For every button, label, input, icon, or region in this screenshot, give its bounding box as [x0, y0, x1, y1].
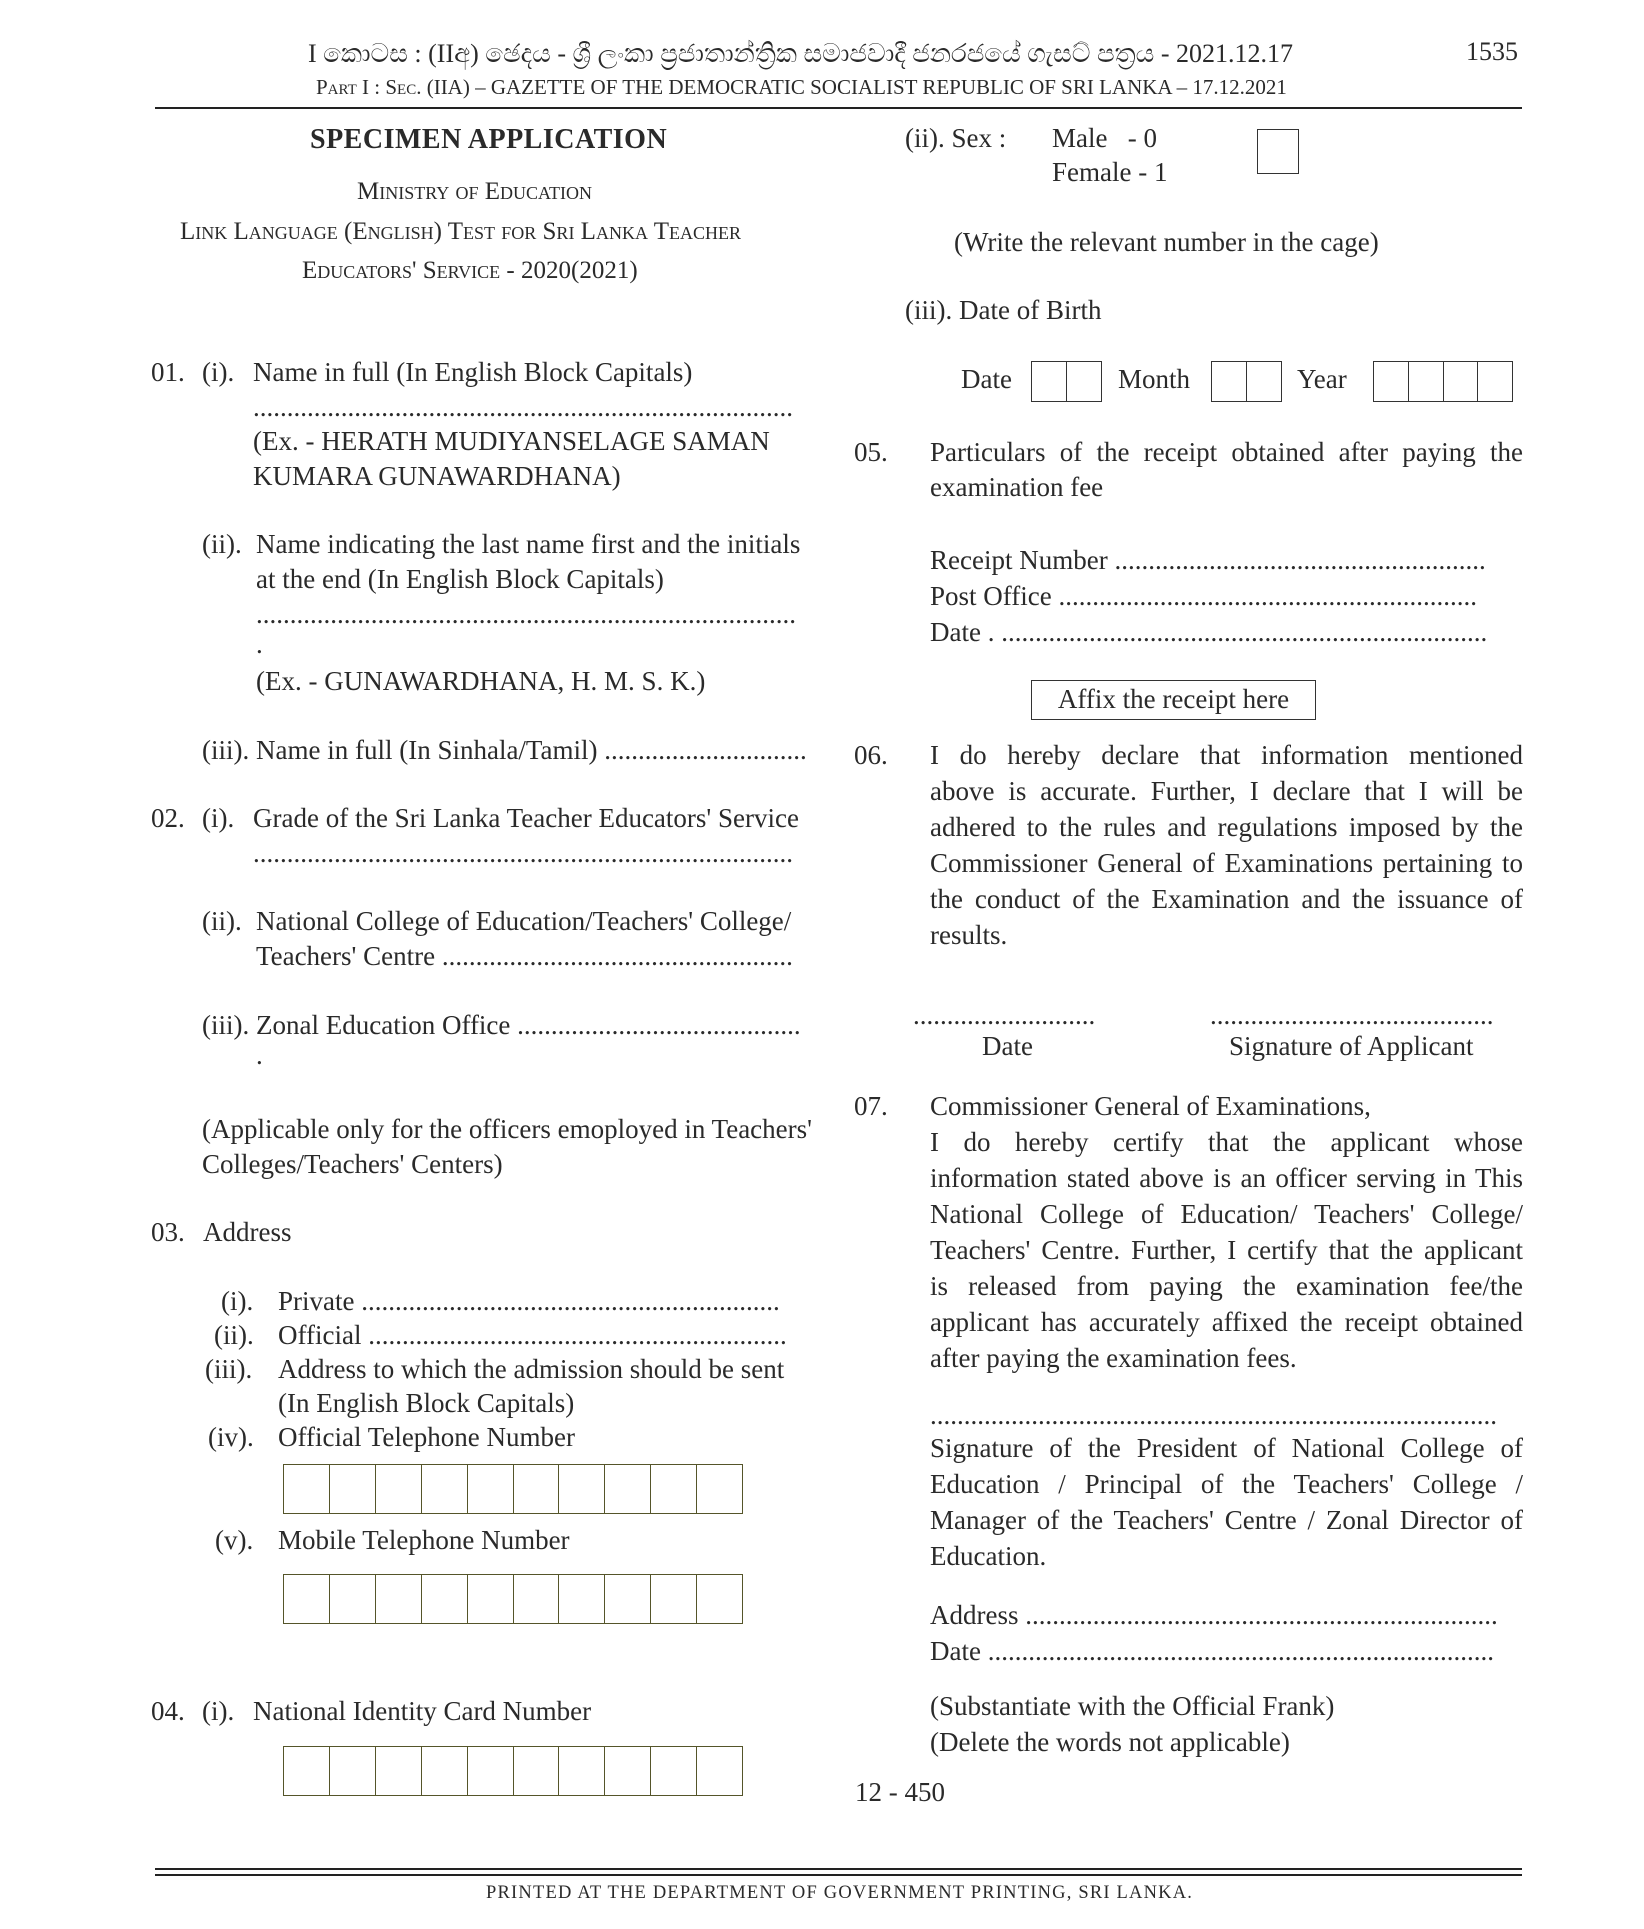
header-rule [155, 107, 1522, 109]
q07-signature-last: Education. [930, 1541, 1047, 1571]
q03-number: 03. [151, 1217, 185, 1247]
q01-number: 01. [151, 357, 185, 387]
q02-note-line2: Colleges/Teachers' Centers) [202, 1149, 503, 1179]
q07-frank-note: (Substantiate with the Official Frank) [930, 1691, 1335, 1721]
digit-cell[interactable] [284, 1465, 330, 1513]
digit-cell[interactable] [1478, 362, 1512, 401]
nic-number-boxes[interactable] [283, 1746, 743, 1796]
digit-cell[interactable] [330, 1747, 376, 1795]
q07-line: National College of Education/ Teachers' College/ [930, 1199, 1523, 1229]
q07-signature-dots: .................................................................................... [930, 1400, 1497, 1430]
q01-ii-text-line1: Name indicating the last name first and the initials [256, 529, 801, 559]
q05-post-office: Post Office .............................................................. [930, 581, 1477, 611]
document-code: 12 - 450 [855, 1777, 945, 1807]
q06-line: I do hereby declare that information mentioned [930, 740, 1523, 770]
q07-line: applicant has accurately affixed the receipt obtained [930, 1307, 1523, 1337]
form-test-line2: Educators' Service - 2020(2021) [302, 257, 638, 284]
q05-text-line2: examination fee [930, 472, 1104, 502]
q07-first-line: Commissioner General of Examinations, [930, 1091, 1371, 1121]
q02-ii-label: (ii). [202, 906, 242, 936]
q01-i-dots: ................................................................................ [253, 392, 793, 422]
q06-line: adhered to the rules and regulations imposed by the [930, 812, 1523, 842]
digit-cell[interactable] [514, 1465, 560, 1513]
q03-iii-label: (iii). [205, 1354, 253, 1384]
dob-date-label: Date [961, 364, 1012, 394]
digit-cell[interactable] [284, 1575, 330, 1623]
q03-v-label: (v). [215, 1525, 254, 1555]
q05-date: Date . ........................................................................ [930, 617, 1488, 647]
q03-ii-text: Official .............................................................. [278, 1320, 787, 1350]
dob-month-label: Month [1118, 364, 1191, 394]
q03-iii-text-line2: (In English Block Capitals) [278, 1388, 575, 1418]
digit-cell[interactable] [1212, 362, 1247, 401]
q07-line: Teachers' Centre. Further, I certify that the applicant [930, 1235, 1523, 1265]
q02-i-text: Grade of the Sri Lanka Teacher Educators' Service [253, 803, 799, 833]
digit-cell[interactable] [330, 1575, 376, 1623]
digit-cell[interactable] [559, 1465, 605, 1513]
digit-cell[interactable] [514, 1575, 560, 1623]
q04-i-text: National Identity Card Number [253, 1696, 592, 1726]
affix-receipt-label: Affix the receipt here [1057, 684, 1290, 714]
q07-address: Address ...................................................................... [930, 1600, 1498, 1630]
q04-cage-note: (Write the relevant number in the cage) [954, 227, 1379, 257]
form-ministry: Ministry of Education [357, 178, 593, 205]
q04-ii-sex-label: (ii). Sex : [905, 123, 1007, 153]
q01-ii-example: (Ex. - GUNAWARDHANA, H. M. S. K.) [256, 666, 706, 696]
dob-month-boxes[interactable] [1211, 361, 1282, 402]
digit-cell[interactable] [284, 1747, 330, 1795]
header-english-line: Part I : Sec. (IIA) – GAZETTE OF THE DEMOCRATIC SOCIALIST REPUBLIC OF SRI LANKA – 17.12.2021 [316, 75, 1287, 99]
q06-date-dots: ........................... [913, 1000, 1096, 1030]
sex-cage-box[interactable] [1257, 129, 1299, 174]
q06-line: Commissioner General of Examinations pertaining to [930, 848, 1523, 878]
digit-cell[interactable] [422, 1575, 468, 1623]
q07-number: 07. [854, 1091, 888, 1121]
dob-year-boxes[interactable] [1373, 361, 1513, 402]
digit-cell[interactable] [697, 1575, 742, 1623]
digit-cell[interactable] [376, 1465, 422, 1513]
q07-line: is released from paying the examination fee/the [930, 1271, 1523, 1301]
digit-cell[interactable] [376, 1747, 422, 1795]
q01-i-example-line1: (Ex. - HERATH MUDIYANSELAGE SAMAN [253, 426, 770, 456]
q04-sex-female: Female - 1 [1052, 157, 1168, 187]
digit-cell[interactable] [1067, 362, 1101, 401]
q01-ii-dots: ................................................................................ [256, 599, 796, 629]
form-test-line1: Link Language (English) Test for Sri Lanka Teacher [180, 218, 742, 245]
digit-cell[interactable] [651, 1465, 697, 1513]
q06-date-label: Date [982, 1031, 1033, 1061]
digit-cell[interactable] [468, 1575, 514, 1623]
q02-i-dots: ................................................................................ [253, 838, 793, 868]
q07-signature-line: Manager of the Teachers' Centre / Zonal Director of [930, 1505, 1523, 1535]
digit-cell[interactable] [697, 1747, 742, 1795]
q02-i-label: (i). [202, 803, 235, 833]
q03-v-text: Mobile Telephone Number [278, 1525, 570, 1555]
q02-iii-text: Zonal Education Office .......................................... [256, 1010, 801, 1040]
q01-i-label: (i). [202, 357, 235, 387]
digit-cell[interactable] [422, 1465, 468, 1513]
digit-cell[interactable] [1409, 362, 1444, 401]
q01-ii-dot-end: . [256, 629, 263, 659]
form-title: SPECIMEN APPLICATION [310, 124, 668, 155]
q07-line: I do hereby certify that the applicant whose [930, 1127, 1523, 1157]
digit-cell[interactable] [1247, 362, 1281, 401]
q02-iii-label: (iii). [202, 1010, 250, 1040]
footer-rule-bottom [155, 1874, 1522, 1876]
affix-receipt-box [1031, 680, 1316, 720]
header-sinhala-line: I කොටස : (IIඅ) ඡෙදය - ශ්‍රී ලංකා ප්‍රජාතාන්ත්‍රික සමාජවාදී ජනරජයේ ගැසට් පත්‍රය - 2021.12.17 [308, 39, 1294, 68]
q01-iii-label: (iii). [202, 735, 250, 765]
q06-signature-dots: .......................................... [1210, 1000, 1494, 1030]
q03-iv-label: (iv). [208, 1422, 254, 1452]
q02-ii-text-line1: National College of Education/Teachers' College/ [256, 906, 792, 936]
q04-sex-male: Male - 0 [1052, 123, 1157, 153]
q01-ii-label: (ii). [202, 529, 242, 559]
digit-cell[interactable] [1032, 362, 1067, 401]
digit-cell[interactable] [559, 1747, 605, 1795]
q01-i-example-line2: KUMARA GUNAWARDHANA) [253, 461, 621, 491]
q02-number: 02. [151, 803, 185, 833]
digit-cell[interactable] [651, 1747, 697, 1795]
q01-ii-text-line2: at the end (In English Block Capitals) [256, 564, 664, 594]
q06-line: above is accurate. Further, I declare that I will be [930, 776, 1523, 806]
digit-cell[interactable] [376, 1575, 422, 1623]
footer-printer-line: PRINTED AT THE DEPARTMENT OF GOVERNMENT PRINTING, SRI LANKA. [486, 1883, 1194, 1903]
q07-line-last: after paying the examination fees. [930, 1343, 1297, 1373]
q06-line-last: results. [930, 920, 1008, 950]
q04-i-label: (i). [202, 1696, 235, 1726]
q06-line: the conduct of the Examination and the issuance of [930, 884, 1523, 914]
q03-iii-text-line1: Address to which the admission should be sent [278, 1354, 785, 1384]
q01-i-text: Name in full (In English Block Capitals) [253, 357, 693, 387]
q07-delete-note: (Delete the words not applicable) [930, 1727, 1290, 1757]
q06-number: 06. [854, 740, 888, 770]
digit-cell[interactable] [422, 1747, 468, 1795]
dob-year-label: Year [1297, 364, 1347, 394]
q01-iii-text: Name in full (In Sinhala/Tamil) .............................. [256, 735, 807, 765]
digit-cell[interactable] [1374, 362, 1409, 401]
q03-text: Address [203, 1217, 292, 1247]
digit-cell[interactable] [330, 1465, 376, 1513]
q03-i-text: Private .............................................................. [278, 1286, 780, 1316]
digit-cell[interactable] [468, 1465, 514, 1513]
q05-number: 05. [854, 437, 888, 467]
q07-line: information stated above is an officer serving in This [930, 1163, 1523, 1193]
header-page-number: 1535 [1466, 37, 1518, 66]
footer-rule-top [155, 1868, 1522, 1870]
q02-iii-dot-end: . [256, 1040, 263, 1070]
q07-signature-line: Signature of the President of National College of [930, 1433, 1523, 1463]
digit-cell[interactable] [605, 1575, 651, 1623]
dob-date-boxes[interactable] [1031, 361, 1102, 402]
q07-signature-line: Education / Principal of the Teachers' College / [930, 1469, 1523, 1499]
digit-cell[interactable] [514, 1747, 560, 1795]
digit-cell[interactable] [1444, 362, 1479, 401]
digit-cell[interactable] [697, 1465, 742, 1513]
official-telephone-number-boxes[interactable] [283, 1464, 743, 1514]
digit-cell[interactable] [559, 1575, 605, 1623]
q05-text-line1: Particulars of the receipt obtained after paying the [930, 437, 1523, 467]
q02-note-line1: (Applicable only for the officers emoployed in Teachers' [202, 1114, 813, 1144]
digit-cell[interactable] [605, 1465, 651, 1513]
digit-cell[interactable] [651, 1575, 697, 1623]
mobile-telephone-number-boxes[interactable] [283, 1574, 743, 1624]
q02-ii-text-line2: Teachers' Centre .................................................... [256, 941, 793, 971]
digit-cell[interactable] [468, 1747, 514, 1795]
q04-number: 04. [151, 1696, 185, 1726]
q04-iii-dob-label: (iii). Date of Birth [905, 295, 1102, 325]
q05-receipt-number: Receipt Number ....................................................... [930, 545, 1486, 575]
q03-iv-text: Official Telephone Number [278, 1422, 576, 1452]
q06-signature-label: Signature of Applicant [1229, 1031, 1474, 1061]
q03-i-label: (i). [221, 1286, 254, 1316]
digit-cell[interactable] [605, 1747, 651, 1795]
q03-ii-label: (ii). [214, 1320, 254, 1350]
q07-date: Date ........................................................................... [930, 1636, 1494, 1666]
